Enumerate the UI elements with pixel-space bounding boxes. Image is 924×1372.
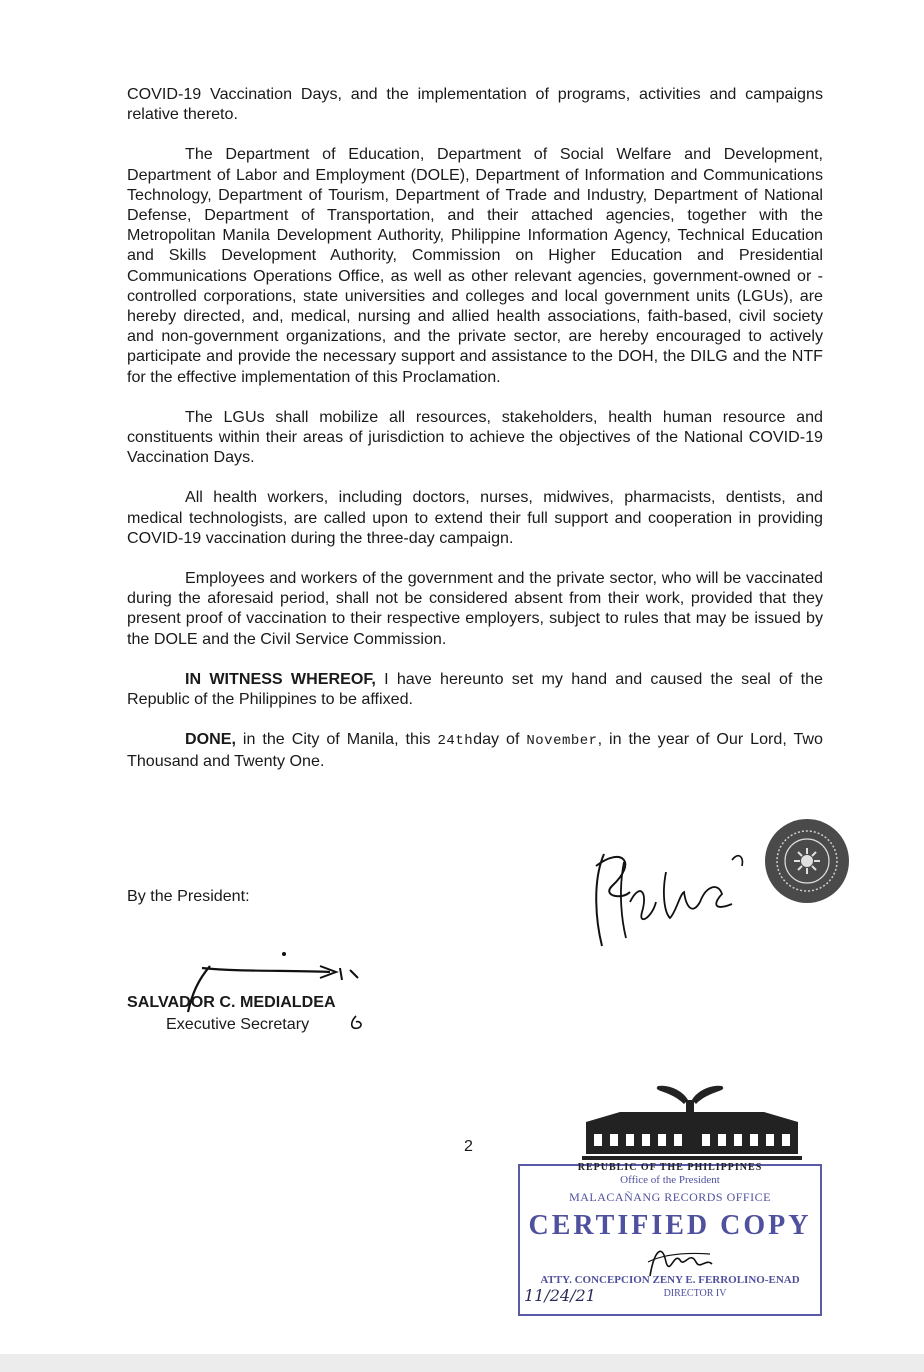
stamp-signature xyxy=(640,1232,720,1282)
signatory-name: SALVADOR C. MEDIALDEA xyxy=(127,993,336,1011)
witness-paragraph xyxy=(127,669,823,709)
done-day: 24th xyxy=(437,733,474,750)
paragraph-3: The LGUs shall mobilize all resources, stakeholders, health human resource and constituents within their areas of jurisdiction to achieve the objectives of the National COVID-19 Vaccination Days. xyxy=(127,407,823,467)
malacanang-building-icon xyxy=(580,1082,804,1166)
done-lead: DONE, xyxy=(185,730,236,749)
stamp-date-handwritten: 11/24/21 xyxy=(524,1286,596,1305)
paragraph-1: COVID-19 Vaccination Days, and the implementation of programs, activities and campaigns relative thereto. xyxy=(127,85,823,124)
stamp-republic: REPUBLIC OF THE PHILIPPINES xyxy=(577,1162,763,1173)
page-number: 2 xyxy=(464,1137,473,1155)
paragraph-4: All health workers, including doctors, nurses, midwives, pharmacists, dentists, and medical technologists, are called upon to extend their full support and cooperation in providing COVID-19 vaccination during the three-day campaign. xyxy=(127,488,823,547)
president-signature xyxy=(582,842,762,952)
by-the-president: By the President: xyxy=(127,887,250,905)
paragraph-5: Employees and workers of the government and the private sector, who will be vaccinated during the aforesaid period, shall not be considered absent from their work, provided that they present proof of vaccination to their respective employers, subject to rules that may be issued by the DOLE and the Civil Service Commission. xyxy=(127,569,823,648)
witness-lead: IN WITNESS WHEREOF, xyxy=(185,669,376,688)
certified-copy-stamp xyxy=(518,1164,822,1316)
done-text-3: , in the year of Our Lord, Two Thousand and Twenty One. xyxy=(127,730,823,771)
presidential-seal-icon xyxy=(764,818,850,904)
signatory-title: Executive Secretary xyxy=(166,1015,310,1033)
witness-text: I have hereunto set my hand and caused the seal of the Republic of the Philippines to be affixed. xyxy=(127,669,823,709)
document-body xyxy=(127,84,823,772)
stamp-office: Office of the President xyxy=(620,1174,720,1186)
page-bottom-edge xyxy=(0,1354,924,1372)
stamp-officer-name: ATTY. CONCEPCION ZENY E. FERROLINO-ENAD xyxy=(540,1274,800,1286)
stamp-certified-copy: CERTIFIED COPY xyxy=(528,1210,812,1241)
paragraph-2: The Department of Education, Department of Social Welfare and Development, Department of Labor and Employment (DOLE), Department of Information and Communications Technology, Department of Tourism, Department of Trade and Industry, Department of National Defense, Department of Transportation, and their attached agencies, together with the Metropolitan Manila Development Authority, Philippine Information Agency, Technical Education and Skills Development Authority, Commission on Higher Education and Presidential Communications Operations Office, as well as other relevant agencies, government-owned or -controlled corporations, state universities and colleges and local government units (LGUs), are hereby directed, and, medical, nursing and allied health associations, faith-based, civil society and non-government organizations, and the private sector, are hereby encouraged to actively participate and provide the necessary support and assistance to the DOH, the DILG and the NTF for the effective implementation of this Proclamation. xyxy=(127,145,823,386)
done-paragraph xyxy=(127,729,823,771)
stamp-records-office: MALACAÑANG RECORDS OFFICE xyxy=(569,1190,771,1204)
done-month: November xyxy=(526,733,598,750)
stamp-director: DIRECTOR IV xyxy=(663,1288,727,1299)
done-text-1: in the City of Manila, this xyxy=(235,730,438,749)
done-text-2: day of xyxy=(473,730,527,749)
